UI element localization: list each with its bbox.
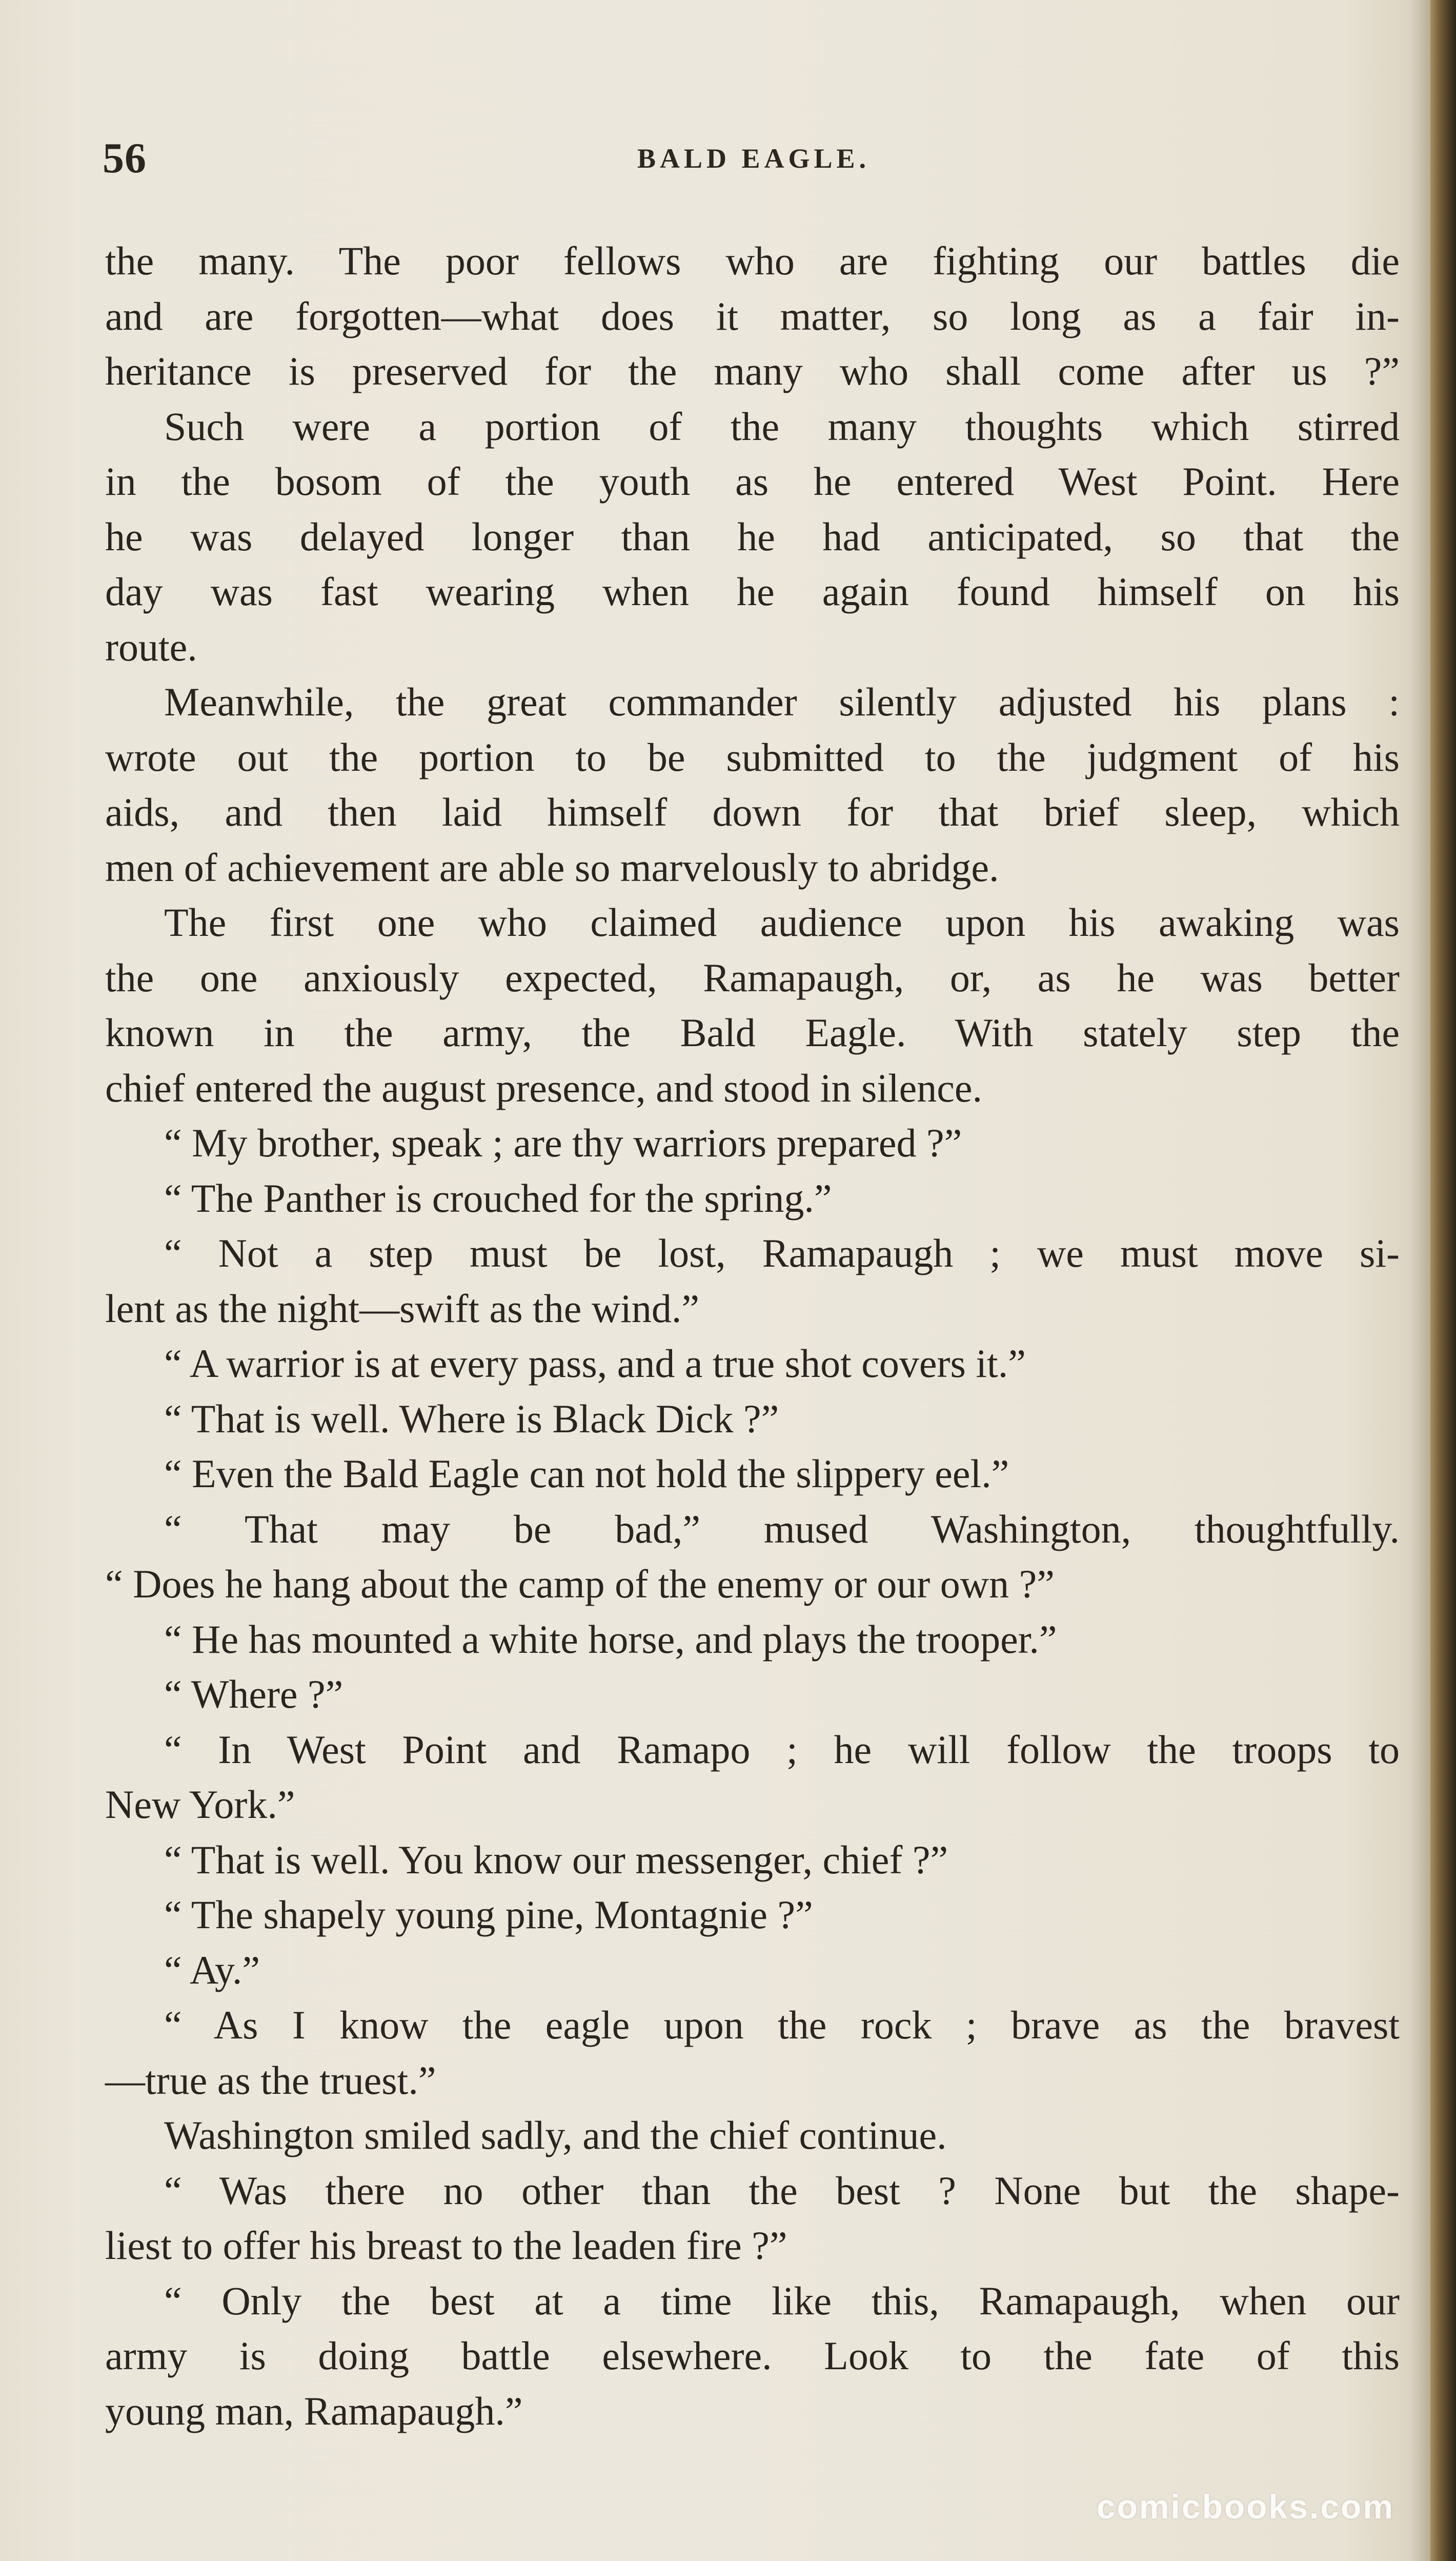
text-line: wrote out the portion to be submitted to the judgment of his [105, 734, 1400, 779]
text-line: Washington smiled sadly, and the chief continue. [164, 2113, 947, 2157]
text-line: Such were a portion of the many thoughts which stirred [164, 404, 1400, 449]
text-line: —true as the truest.” [105, 2057, 436, 2103]
text-line: chief entered the august presence, and stood in silence. [105, 1065, 983, 1110]
text-line: the many. The poor fellows who are fighting our battles die [105, 238, 1400, 283]
watermark: comicbooks.com [1096, 2488, 1394, 2526]
text-line: young man, Ramapaugh.” [105, 2388, 523, 2433]
text-line: “ That may be bad,” mused Washington, thoughtfully. [164, 1506, 1400, 1551]
text-line: “ He has mounted a white horse, and plays the trooper.” [164, 1616, 1057, 1662]
text-line: aids, and then laid himself down for that brief sleep, which [105, 790, 1400, 834]
text-line: day was fast wearing when he again found himself on his [105, 569, 1400, 614]
text-line: “ A warrior is at every pass, and a true shot covers it.” [164, 1341, 1026, 1386]
text-line: “ The shapely young pine, Montagnie ?” [164, 1892, 813, 1937]
text-line: the one anxiously expected, Ramapaugh, or, as he was better [105, 955, 1400, 1000]
text-line: “ Even the Bald Eagle can not hold the slippery eel.” [164, 1451, 1009, 1496]
text-line: “ Only the best at a time like this, Ramapaugh, when our [164, 2278, 1400, 2323]
text-line: “ Not a step must be lost, Ramapaugh ; we must move si- [164, 1231, 1400, 1275]
text-line: Meanwhile, the great commander silently adjusted his plans : [164, 679, 1400, 724]
text-line: “ That is well. Where is Black Dick ?” [164, 1396, 779, 1441]
running-head: BALD EAGLE. [637, 143, 871, 174]
book-spine-edge [1430, 0, 1456, 2561]
text-line: men of achievement are able so marvelously to abridge. [105, 845, 999, 890]
text-line: “ Where ?” [164, 1672, 343, 1716]
text-line: “ The Panther is crouched for the spring.” [164, 1175, 832, 1221]
text-line: The first one who claimed audience upon his awaking was [164, 900, 1400, 945]
text-line: in the bosom of the youth as he entered West Point. Here [105, 459, 1400, 504]
text-line: “ My brother, speak ; are thy warriors prepared ?” [164, 1121, 962, 1165]
page-header [103, 133, 1405, 190]
body-text [105, 233, 1400, 2438]
text-line: route. [105, 624, 197, 669]
page-number: 56 [103, 134, 147, 182]
text-line: “ As I know the eagle upon the rock ; brave as the bravest [164, 2003, 1400, 2047]
text-line: “ Ay.” [164, 1947, 260, 1992]
text-line: he was delayed longer than he had anticipated, so that the [105, 514, 1400, 559]
text-line: heritance is preserved for the many who shall come after us ?” [105, 349, 1400, 393]
text-line: army is doing battle elsewhere. Look to the fate of this [105, 2333, 1400, 2378]
text-line: “ In West Point and Ramapo ; he will follow the troops to [164, 1727, 1400, 1772]
text-line: and are forgotten—what does it matter, so long as a fair in- [105, 293, 1400, 338]
text-line: “ That is well. You know our messenger, chief ?” [164, 1837, 948, 1882]
text-line: “ Was there no other than the best ? None but the shape- [164, 2168, 1400, 2213]
text-line: New York.” [105, 1782, 295, 1827]
text-line: liest to offer his breast to the leaden fire ?” [105, 2223, 787, 2268]
text-line: “ Does he hang about the camp of the enemy or our own ?” [105, 1562, 1055, 1606]
text-line: lent as the night—swift as the wind.” [105, 1286, 699, 1331]
text-line: known in the army, the Bald Eagle. With stately step the [105, 1010, 1400, 1055]
